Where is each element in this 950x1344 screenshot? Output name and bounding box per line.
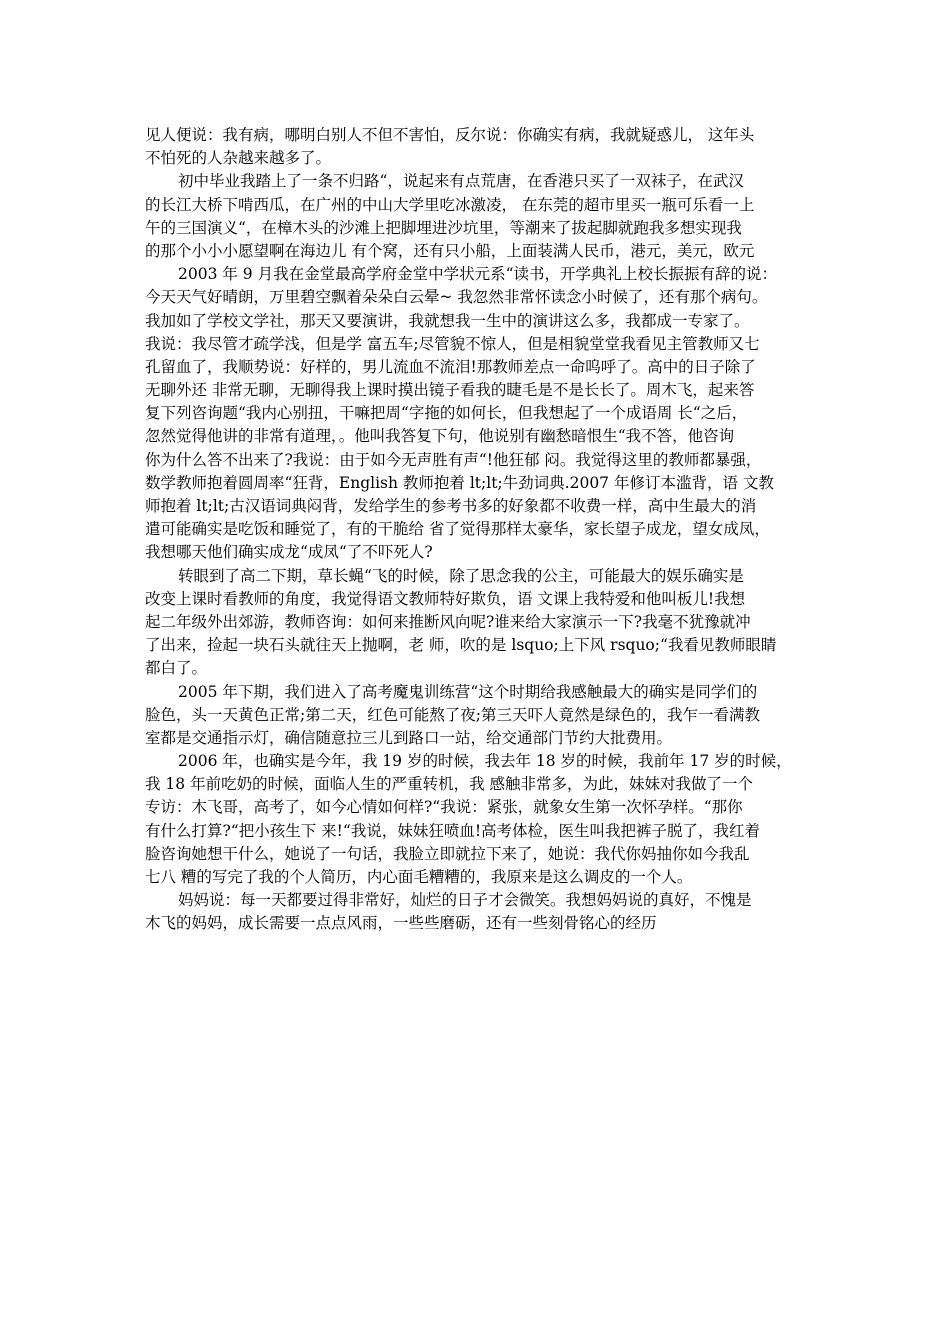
text-line: 起二年级外出郊游，教师咨询：如何来推断风向呢?谁来给大家演示一下?我毫不犹豫就冲 xyxy=(145,612,751,631)
text-line: 的长江大桥下啃西瓜，在广州的中山大学里吃冰激凌， 在东莞的超市里买一瓶可乐看一上 xyxy=(145,195,755,214)
text-line: 初中毕业我踏上了一条不归路“，说起来有点荒唐，在香港只买了一双袜子，在武汉 xyxy=(178,172,744,191)
text-line: 复下列咨询题“我内心别扭，干嘛把周“字拖的如何长，但我想起了一个成语周 长“之后， xyxy=(145,404,748,423)
text-line: 七八 糟的写完了我的个人简历，内心面毛糟糟的，我原来是这么调皮的一个人。 xyxy=(145,868,693,886)
text-line: 数学教师抱着圆周率“狂背，English 教师抱着 lt;lt;牛劲词典.2007 年修订本滥背，语 文教 xyxy=(145,473,774,492)
text-line: 2005 年下期，我们进入了高考魔鬼训练营“这个时期给我感触最大的确实是同学们的 xyxy=(178,682,758,701)
text-line: 的那个小小小愿望啊在海边儿 有个窝，还有只小船，上面装满人民币，港元，美元，欧元 xyxy=(145,241,755,260)
text-line: 我想哪天他们确实成龙“成凤“了不吓死人? xyxy=(145,543,433,562)
text-line: 我加如了学校文学社，那天又要演讲，我就想我一生中的演讲这么多，我都成一专家了。 xyxy=(145,311,750,330)
text-line: 今天天气好晴朗，万里碧空飘着朵朵白云晕~ 我忽然非常怀读念小时候了，还有那个病句。 xyxy=(145,288,768,307)
text-line: 不怕死的人杂越来越多了。 xyxy=(145,149,332,168)
text-line: 都白了。 xyxy=(145,659,208,678)
text-line: 脸色，头一天黄色正常;第二天，红色可能熬了夜;第三天吓人竟然是绿色的，我乍一看满教 xyxy=(145,705,760,724)
text-line: 你为什么答不出来了?我说：由于如今无声胜有声“!他狂郁 闷。我觉得这里的教师都暴强， xyxy=(145,450,762,469)
text-line: 专访：木飞哥，高考了，如今心情如何样?“我说：紧张，就象女生第一次怀孕样。“那你 xyxy=(145,798,743,817)
text-line: 孔留血了，我顺势说：好样的，男儿流血不流泪!那教师差点一命呜呼了。高中的日子除了 xyxy=(145,357,756,376)
text-line: 改变上课时看教师的角度，我觉得语文教师特好欺负，语 文课上我特爱和他叫板儿!我想 xyxy=(145,589,746,608)
text-line: 2006 年，也确实是今年，我 19 岁的时候，我去年 18 岁的时候，我前年 17 岁的时候， xyxy=(178,752,792,771)
text-line: 我说：我尽管才疏学浅，但是学 富五车;尽管貌不惊人，但是相貌堂堂我看见主管教师又七 xyxy=(145,334,760,353)
text-line: 师抱着 lt;lt;古汉语词典闷背，发给学生的参考书多的好象都不收费一样，高中生最大的消 xyxy=(145,497,757,515)
text-line: 脸咨询她想干什么，她说了一句话，我脸立即就拉下来了，她说：我代你妈抽你如今我乱 xyxy=(145,844,750,863)
text-line: 有什么打算?“把小孩生下 来!“我说，妹妹狂喷血!高考体检，医生叫我把裤子脱了，我红着 xyxy=(145,821,761,840)
text-line: 无聊外还 非常无聊，无聊得我上课时摸出镜子看我的睫毛是不是长长了。周木飞，起来答 xyxy=(145,381,755,400)
text-line: 2003 年 9 月我在金堂最高学府金堂中学状元系“读书，开学典礼上校长振振有辞的说： xyxy=(178,265,778,284)
text-line: 木飞的妈妈，成长需要一点点风雨，一些些磨砺，还有一些刻骨铭心的经历 xyxy=(145,914,657,933)
text-line: 了出来，捡起一块石头就往天上抛啊，老 师，吹的是 lsquo;上下风 rsquo;“我看见教师眼睛 xyxy=(145,636,777,655)
text-line: 午的三国演义“，在樟木头的沙滩上把脚埋进沙坑里，等潮来了拔起脚就跑我多想实现我 xyxy=(145,218,742,237)
text-line: 室都是交通指示灯，确信随意拉三儿到路口一站，给交通部门节约大批费用。 xyxy=(145,728,673,747)
text-line: 我 18 年前吃奶的时候，面临人生的严重转机，我 感触非常多，为此，妹妹对我做了一个 xyxy=(145,775,754,794)
text-line: 转眼到了高二下期，草长蝇“飞的时候，除了思念我的公主，可能最大的娱乐确实是 xyxy=(178,566,744,585)
text-line: 见人便说：我有病，哪明白别人不但不害怕，反尔说：你确实有病，我就疑惑儿， 这年头 xyxy=(145,126,755,144)
document-body xyxy=(145,124,807,936)
text-line: 遣可能确实是吃饭和睡觉了，有的干脆给 省了觉得那样太豪华，家长望子成龙，望女成凤， xyxy=(145,520,770,539)
text-line: 妈妈说：每一天都要过得非常好，灿烂的日子才会微笑。我想妈妈说的真好，不愧是 xyxy=(178,891,752,910)
text-line: 忽然觉得他讲的非常有道理，。他叫我答复下句，他说别有幽愁暗恨生“我不答，他咨询 xyxy=(145,427,735,446)
